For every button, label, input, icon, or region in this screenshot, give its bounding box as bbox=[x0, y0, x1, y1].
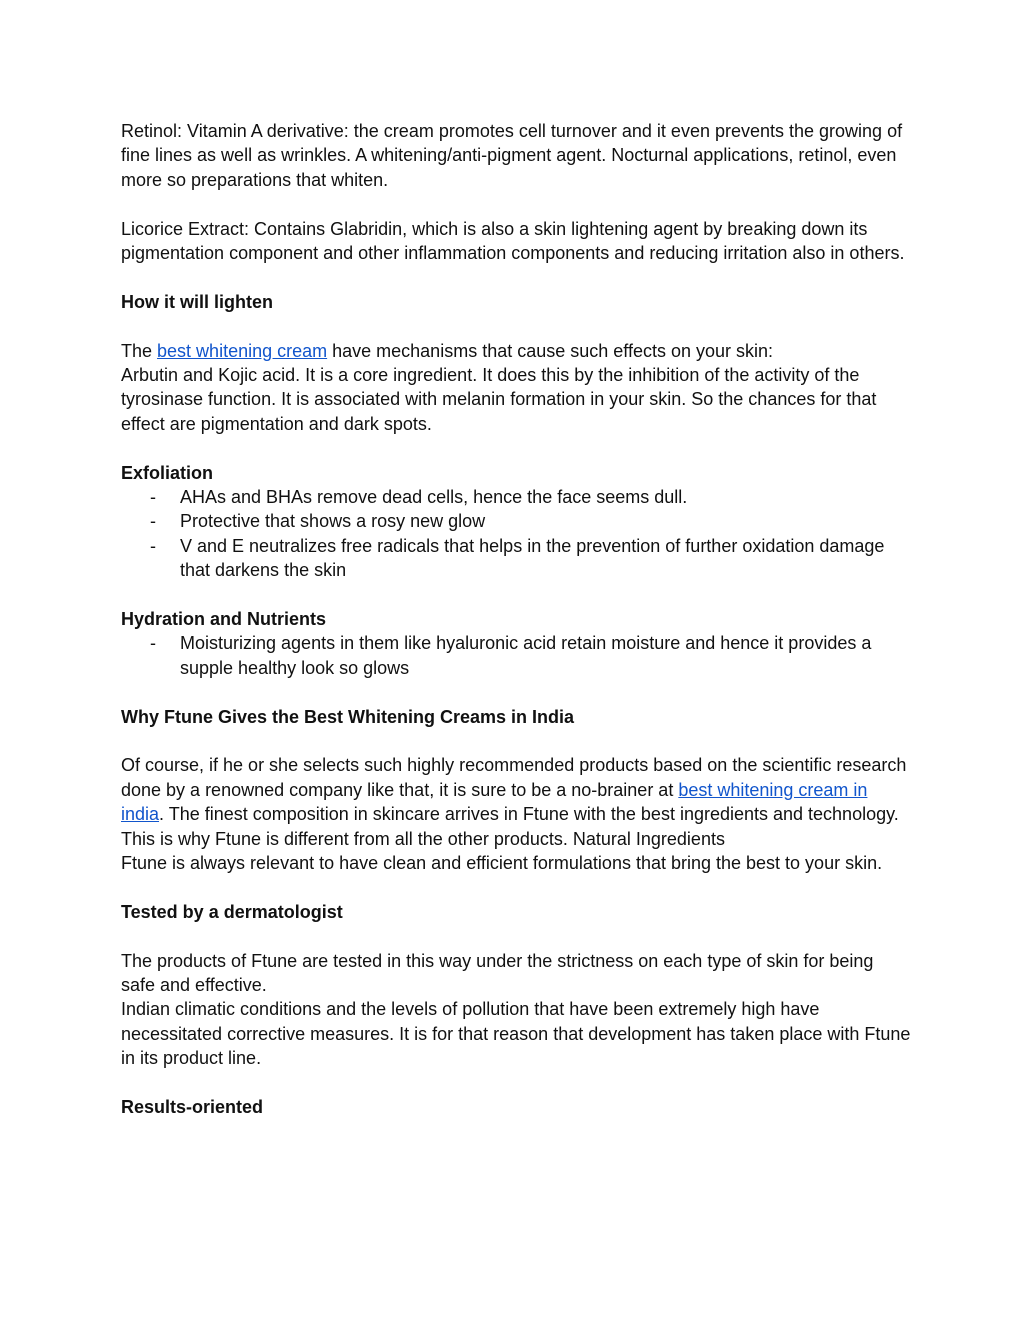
list-item bbox=[121, 534, 911, 583]
why-body-after: . The finest composition in skincare arrives in Ftune with the best ingredients and technology. This is why Ftune is different from all the other products. Natural Ingredients bbox=[121, 804, 899, 849]
spacer bbox=[121, 875, 911, 899]
climate-paragraph: Indian climatic conditions and the levels of pollution that have been extremely high have necessitated corrective measures. It is for that reason that development has taken place with Ftune in its product line. bbox=[121, 999, 911, 1069]
spacer bbox=[121, 924, 911, 948]
exfoliation-list bbox=[121, 485, 911, 583]
dash-bullet: - bbox=[150, 535, 156, 556]
best-whitening-cream-link[interactable]: best whitening cream bbox=[157, 340, 328, 361]
list-item-text: Moisturizing agents in them like hyaluronic acid retain moisture and hence it provides a supple healthy look so glows bbox=[180, 633, 872, 678]
list-item-text: Protective that shows a rosy new glow bbox=[180, 511, 486, 532]
dash-bullet: - bbox=[150, 511, 156, 532]
how-intro-before: The bbox=[121, 340, 158, 361]
licorice-paragraph: Licorice Extract: Contains Glabridin, which is also a skin lightening agent by breaking down its pigmentation component and other inflammation components and reducing irritation also in others. bbox=[121, 218, 905, 264]
results-heading: Results-oriented bbox=[121, 1097, 264, 1118]
how-intro-paragraph bbox=[121, 339, 911, 363]
how-heading: How it will lighten bbox=[121, 291, 273, 312]
why-ftune-line2: Ftune is always relevant to have clean and efficient formulations that bring the best to your skin. bbox=[121, 853, 883, 874]
best-whitening-cream-india-link[interactable]: best whitening cream in india bbox=[121, 779, 868, 825]
retinol-paragraph: Retinol: Vitamin A derivative: the cream promotes cell turnover and it even prevents the growing of fine lines as well as wrinkles. A whitening/anti-pigment agent. Nocturnal applications, retinol, even more so preparations that whiten. bbox=[121, 121, 903, 190]
hydration-heading: Hydration and Nutrients bbox=[121, 609, 327, 630]
list-item bbox=[121, 509, 911, 533]
document-page bbox=[121, 119, 911, 1120]
spacer bbox=[121, 192, 911, 216]
dash-bullet: - bbox=[150, 487, 156, 508]
how-body-paragraph: Arbutin and Kojic acid. It is a core ingredient. It does this by the inhibition of the activity of the tyrosinase function. It is associated with melanin formation in your skin. So the chances for that effect are pigmentation and dark spots. bbox=[121, 365, 877, 434]
spacer bbox=[121, 729, 911, 753]
list-item-text: V and E neutralizes free radicals that helps in the prevention of further oxidation damage that darkens the skin bbox=[180, 535, 885, 581]
spacer bbox=[121, 680, 911, 704]
tested-heading: Tested by a dermatologist bbox=[121, 901, 343, 922]
list-item bbox=[121, 631, 911, 680]
exfoliation-heading: Exfoliation bbox=[121, 462, 214, 483]
list-item-text: AHAs and BHAs remove dead cells, hence the face seems dull. bbox=[180, 487, 688, 508]
spacer bbox=[121, 436, 911, 460]
spacer bbox=[121, 265, 911, 289]
why-ftune-heading: Why Ftune Gives the Best Whitening Creams in India bbox=[121, 706, 575, 727]
spacer bbox=[121, 314, 911, 338]
why-ftune-paragraph bbox=[121, 753, 911, 851]
hydration-list bbox=[121, 631, 911, 680]
spacer bbox=[121, 1071, 911, 1095]
spacer bbox=[121, 583, 911, 607]
dash-bullet: - bbox=[150, 633, 156, 654]
tested-paragraph: The products of Ftune are tested in this way under the strictness on each type of skin for being safe and effective. bbox=[121, 950, 874, 996]
list-item bbox=[121, 485, 911, 509]
why-body-before: Of course, if he or she selects such highly recommended products based on the scientific research done by a renowned company like that, it is sure to be a no-brainer at bbox=[121, 755, 907, 800]
how-intro-after: have mechanisms that cause such effects on your skin: bbox=[327, 340, 774, 361]
